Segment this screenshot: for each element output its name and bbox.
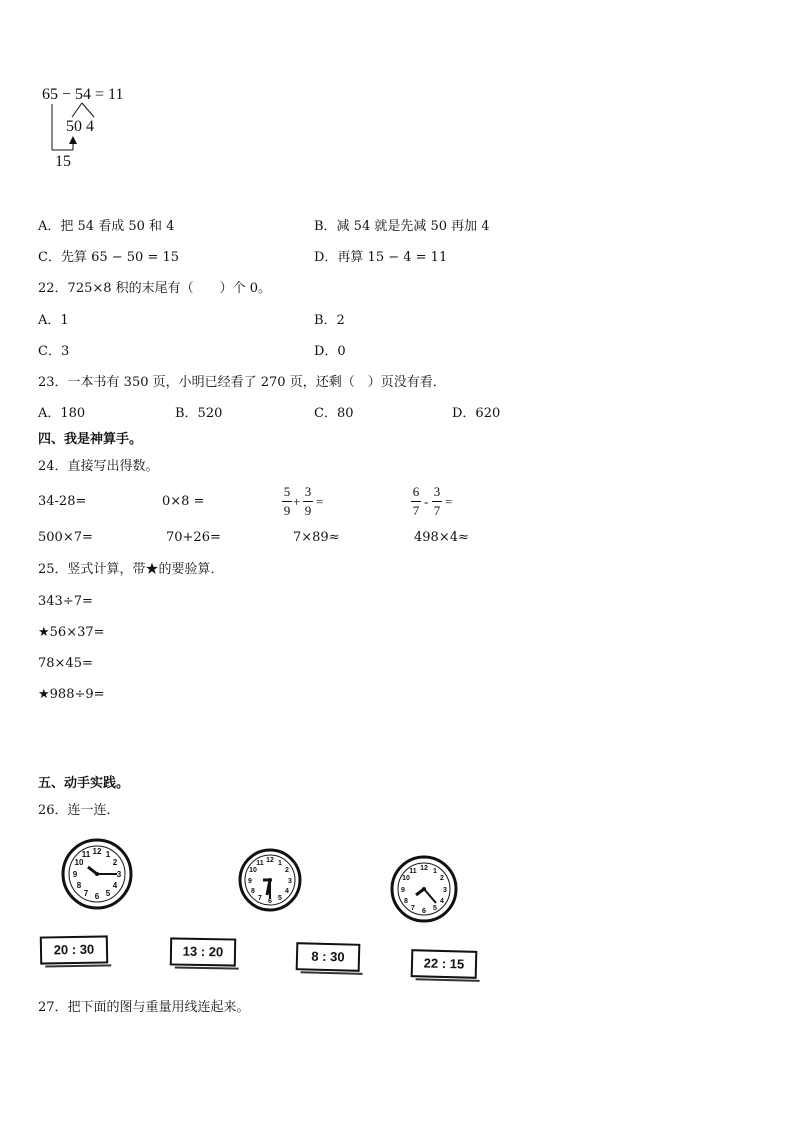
svg-text:2: 2: [285, 867, 289, 874]
svg-text:4: 4: [440, 898, 444, 905]
time-box-20-30[interactable]: [40, 935, 108, 964]
q23-option-a[interactable]: A．180: [38, 406, 86, 421]
diagram-result: 15: [55, 153, 71, 170]
svg-text:5: 5: [433, 905, 437, 912]
denominator: 9: [304, 503, 312, 518]
svg-text:6: 6: [268, 898, 272, 905]
svg-text:12: 12: [92, 847, 102, 856]
denominator: 7: [412, 503, 420, 518]
q22-option-d[interactable]: D．0: [314, 344, 346, 359]
denominator: 9: [283, 503, 291, 518]
diagram-split: 50 4: [66, 118, 94, 135]
equals-sign: =: [316, 494, 324, 509]
q24-stem: 24．直接写出得数。: [38, 459, 159, 474]
q21-option-d[interactable]: D．再算 15 − 4 = 11: [314, 250, 448, 265]
q25-expr-1: 343÷7=: [38, 594, 93, 609]
svg-text:4: 4: [112, 881, 118, 890]
svg-text:2: 2: [112, 858, 118, 867]
svg-text:5: 5: [105, 889, 111, 898]
q22-option-c[interactable]: C．3: [38, 344, 70, 359]
minus-sign: -: [424, 494, 429, 509]
equals-sign: =: [445, 494, 453, 509]
svg-text:12: 12: [420, 865, 428, 872]
svg-text:10: 10: [74, 858, 84, 867]
diagram-equation: 65 − 54 = 11: [42, 86, 124, 103]
svg-text:11: 11: [409, 868, 417, 875]
q26-stem: 26．连一连．: [38, 803, 120, 818]
section-4-title: 四、我是神算手。: [38, 432, 143, 447]
time-label: 13 : 20: [182, 943, 224, 960]
fraction-3-7: [432, 484, 442, 519]
time-box-13-20[interactable]: [170, 937, 236, 966]
q23-option-b[interactable]: B．520: [175, 406, 223, 421]
svg-text:3: 3: [116, 870, 122, 879]
numerator: 3: [433, 484, 441, 499]
svg-text:7: 7: [258, 895, 262, 902]
time-label: 20 : 30: [53, 941, 95, 958]
denominator: 7: [433, 503, 441, 518]
q23-option-c[interactable]: C．80: [314, 406, 354, 421]
svg-text:8: 8: [76, 881, 82, 890]
q25-stem: 25．竖式计算，带★的要验算．: [38, 562, 224, 577]
svg-text:3: 3: [443, 887, 447, 894]
svg-text:12: 12: [266, 857, 274, 864]
time-box-8-30[interactable]: [296, 942, 361, 972]
svg-text:11: 11: [81, 850, 91, 859]
numerator: 5: [283, 484, 291, 499]
q24-expr-7: 7×89≈: [293, 530, 340, 545]
svg-text:1: 1: [105, 850, 111, 859]
fraction-5-9: [282, 484, 292, 519]
clock-2-icon[interactable]: [237, 847, 303, 913]
diagram-lines: [40, 100, 130, 170]
q24-expr-5: 500×7=: [38, 530, 93, 545]
svg-text:1: 1: [278, 860, 282, 867]
clock-3-icon[interactable]: [389, 854, 459, 924]
q21-option-a[interactable]: A．把 54 看成 50 和 4: [38, 219, 175, 234]
fraction-6-7: [411, 484, 421, 519]
q23-stem: 23．一本书有 350 页，小明已经看了 270 页，还剩（ ）页没有看．: [38, 375, 446, 390]
svg-text:8: 8: [251, 888, 255, 895]
q24-expr-6: 70+26=: [166, 530, 221, 545]
q22-option-a[interactable]: A．1: [38, 313, 69, 328]
svg-text:5: 5: [278, 895, 282, 902]
q25-expr-4: ★988÷9=: [38, 687, 105, 702]
svg-text:7: 7: [411, 905, 415, 912]
q25-expr-3: 78×45=: [38, 656, 93, 671]
q24-expr-1: 34-28=: [38, 494, 87, 509]
fraction-3-9: [303, 484, 313, 519]
q21-option-c[interactable]: C．先算 65 − 50 = 15: [38, 250, 180, 265]
svg-text:2: 2: [440, 875, 444, 882]
q22-stem: 22．725×8 积的末尾有（ ）个 0。: [38, 281, 272, 296]
svg-text:9: 9: [72, 870, 78, 879]
clock-1-icon[interactable]: [60, 837, 134, 911]
svg-text:8: 8: [404, 898, 408, 905]
q23-option-d[interactable]: D．620: [452, 406, 501, 421]
q24-expr-2: 0×8 =: [162, 494, 205, 509]
q24-expr-8: 498×4≈: [414, 530, 469, 545]
q21-option-b[interactable]: B．减 54 就是先减 50 再加 4: [314, 219, 490, 234]
numerator: 3: [304, 484, 312, 499]
svg-text:6: 6: [94, 892, 100, 901]
svg-text:10: 10: [249, 867, 257, 874]
section-5-title: 五、动手实践。: [38, 776, 130, 791]
svg-text:6: 6: [422, 908, 426, 915]
svg-text:9: 9: [248, 878, 252, 885]
q27-stem: 27．把下面的图与重量用线连起来。: [38, 1000, 250, 1015]
svg-text:1: 1: [433, 868, 437, 875]
plus-sign: +: [293, 494, 301, 509]
time-label: 8 : 30: [311, 948, 345, 965]
svg-text:7: 7: [83, 889, 89, 898]
time-label: 22 : 15: [423, 955, 465, 972]
svg-text:10: 10: [402, 875, 410, 882]
svg-text:4: 4: [285, 888, 289, 895]
svg-text:3: 3: [288, 878, 292, 885]
q25-expr-2: ★56×37=: [38, 625, 105, 640]
q22-option-b[interactable]: B．2: [314, 313, 345, 328]
numerator: 6: [412, 484, 420, 499]
svg-text:9: 9: [401, 887, 405, 894]
time-box-22-15[interactable]: [411, 949, 478, 979]
svg-text:11: 11: [256, 860, 264, 867]
